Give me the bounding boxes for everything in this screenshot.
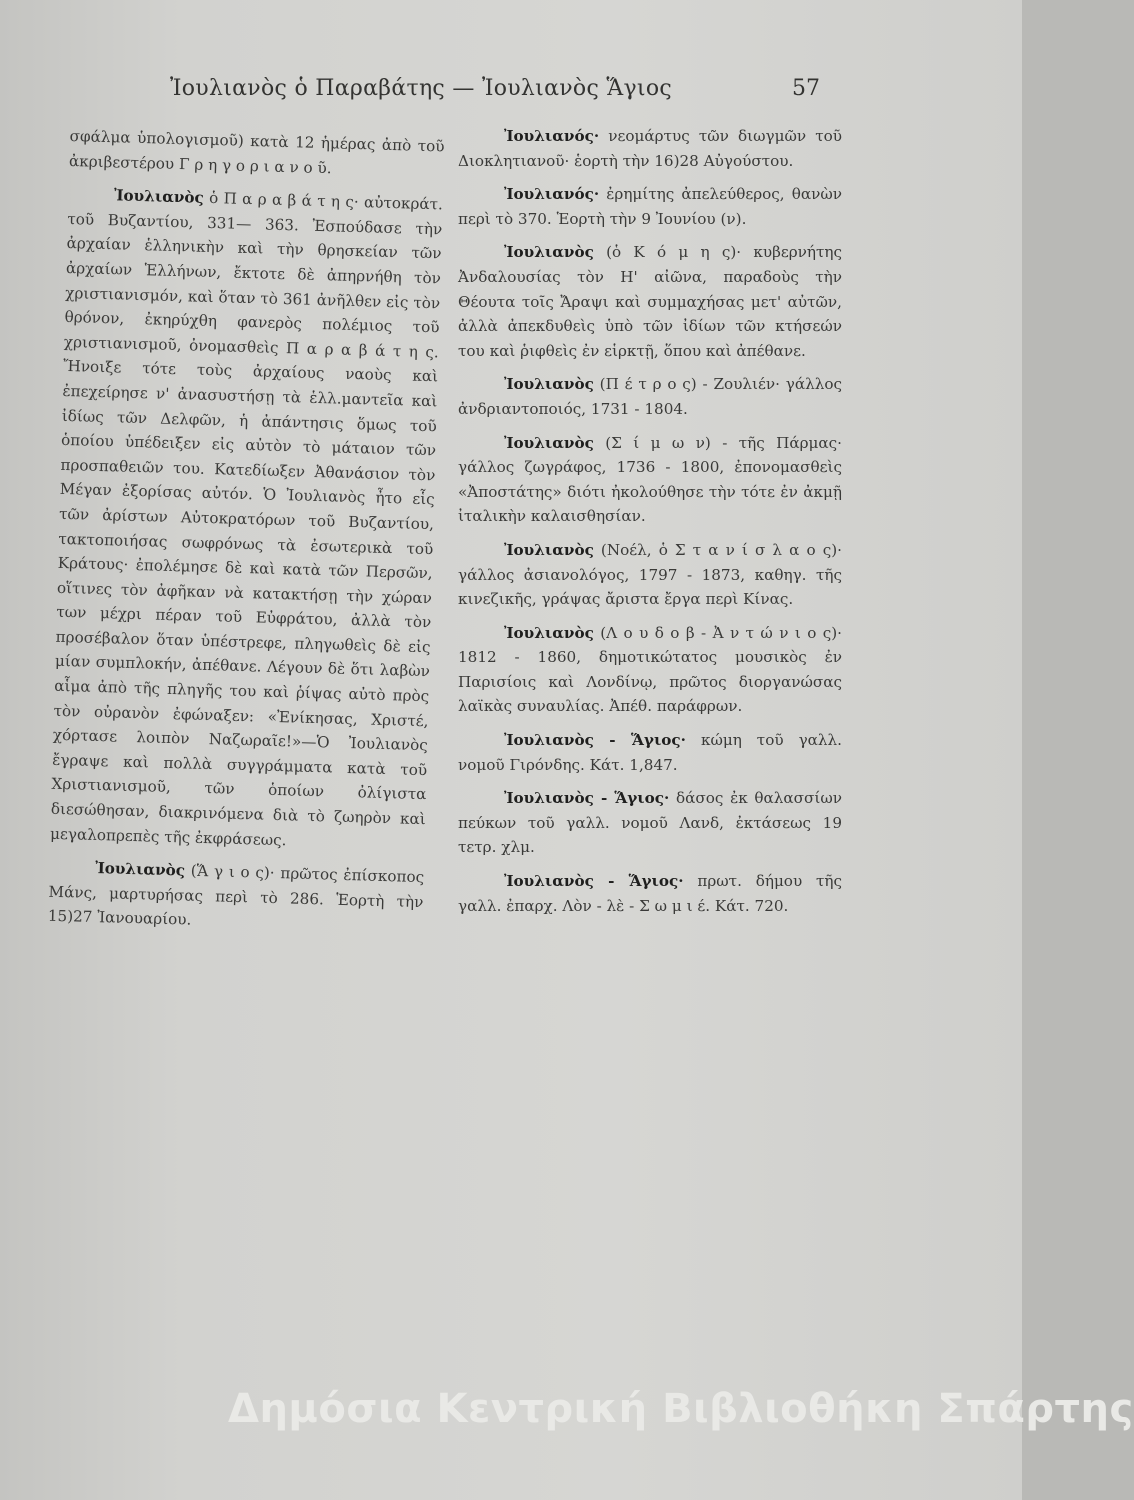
entry-headword: Ἰουλιανὸς - Ἅγιος· <box>504 872 684 891</box>
entry-text: (Π έ τ ρ ο ς) - Ζουλιέν· γάλλος ἀνδριαντοποιός, 1731 - 1804. <box>458 375 842 418</box>
left-column <box>47 124 445 948</box>
entry-saint-julien-forest <box>458 786 842 860</box>
library-watermark: Δημόσια Κεντρική Βιβλιοθήκη Σπάρτης <box>228 1386 1134 1432</box>
right-column <box>458 124 842 927</box>
entry-headword: Ἰουλιανὸς - Ἅγιος· <box>504 731 686 750</box>
entry-headword: Ἰουλιανὸς <box>94 859 186 880</box>
running-title: Ἰουλιανὸς ὁ Παραβάτης — Ἰουλιανὸς Ἅγιος <box>170 76 673 101</box>
entry-text: (ὁ Κ ό μ η ς)· κυβερνήτης Ἀνδαλουσίας τὸν Η' αἰῶνα, παραδοὺς τὴν Θέουτα τοῖς Ἄραψι καὶ συμμαχήσας μετ' αὐτῶν, ἀλλὰ ἀπεκδυθεὶς ὑπὸ τῶν ἰδίων τῶν κτήσεών του καὶ ῥιφθεὶς ἐν εἱρκτῇ, ὅπου καὶ ἀπέθανε. <box>458 243 842 360</box>
entry-text: (Σ ί μ ω ν) - τῆς Πάρμας· γάλλος ζωγράφος, 1736 - 1800, ἐπονομασθεὶς «Ἀποστάτης» διότι ἠκολούθησε τὴν τότε ἐν ἀκμῇ ἰταλικὴν καλαισθησίαν. <box>458 433 842 526</box>
entry-text: (Νοέλ, ὁ Σ τ α ν ί σ λ α ο ς)· γάλλος ἀσιανολόγος, 1797 - 1873, καθηγ. τῆς κινεζικῆς, γράψας ἄριστα ἔργα περὶ Κίνας. <box>458 540 842 609</box>
entry-text: νεομάρτυς τῶν διωγμῶν τοῦ Διοκλητιανοῦ· ἑορτὴ τὴν 16)28 Αὐγούστου. <box>458 127 842 170</box>
entry-headword: Ἰουλιανὸς <box>504 540 594 559</box>
entry-julian-apostate <box>50 182 443 856</box>
entry-julian-saint-bishop <box>48 855 425 939</box>
entry-text: ὁ Π α ρ α β ά τ η ς· αὐτοκράτ. τοῦ Βυζαντίου, 331— 363. Ἐσπούδασε τὴν ἀρχαίαν ἑλληνικὴν καὶ τὴν θρησκείαν τῶν ἀρχαίων Ἑλλήνων, ἔκτοτε δὲ ἀπηρνήθη τὸν χριστιανισμόν, καὶ ὅταν τὸ 361 ἀνῆλθεν εἰς τὸν θρόνον, ἐκηρύχθη φανερὸς πολέμιος τοῦ χριστιανισμοῦ, ὀνομασθεὶς Π α ρ α β ά τ η ς. Ἤνοιξε τότε τοὺς ἀρχαίους ναοὺς καὶ ἐπεχείρησε ν' ἀνασυστήσῃ τὰ ἑλλ.μαντεῖα καὶ ἰδίως τῶν Δελφῶν, ἡ ἀπάντησις ὅμως τοῦ ὁποίου ὑπέδειξεν εἰς αὐτὸν τὸ μάταιον τῶν προσπαθειῶν του. Κατεδίωξεν Ἀθανάσιον τὸν Μέγαν ἐξορίσας αὐτόν. Ὁ Ἰουλιανὸς ἦτο εἷς τῶν ἀρίστων Αὐτοκρατόρων τοῦ Βυζαντίου, τακτοποιήσας σωφρόνως τὰ ἐσωτερικὰ τοῦ Κράτους· ἐπολέμησε δὲ καὶ κατὰ τῶν Περσῶν, οἵτινες τὸν ἀφῆκαν νὰ κατακτήσῃ τὴν χώραν των μέχρι πέραν τοῦ Εὐφράτου, ἀλλὰ τὸν προσέβαλον ὅταν ὑπέστρεφε, πληγωθεὶς δὲ εἰς μίαν συμπλοκήν, ἀπέθανε. Λέγουν δὲ ὅτι λαβὼν αἷμα ἀπὸ τῆς πληγῆς του καὶ ῥίψας αὐτὸ πρὸς τὸν οὐρανὸν ἐφώναξεν: «Ἐνίκησας, Χριστέ, χόρτασε λοιπὸν Ναζωραῖε!»—Ὁ Ἰουλιανὸς ἔγραψε καὶ πολλὰ συγγράμματα κατὰ τοῦ Χριστιανισμοῦ, τῶν ὁποίων ὀλίγιστα διεσώθησαν, διακρινόμενα διὰ τὸ ζωηρὸν καὶ μεγαλοπρεπὲς τῆς ἐκφράσεως. <box>49 189 444 849</box>
entry-julian-louis <box>458 621 842 719</box>
entry-text: δάσος ἐκ θαλασσίων πεύκων τοῦ γαλλ. νομοῦ Λανδ, ἐκτάσεως 19 τετρ. χλμ. <box>458 789 842 857</box>
entry-headword: Ἰουλιανὸς <box>504 243 594 262</box>
entry-text: (Λ ο υ δ ο β - Ἀ ν τ ώ ν ι ο ς)· 1812 - 1860, δημοτικώτατος μουσικὸς ἐν Παρισίοις καὶ Λονδίνῳ, πρῶτος διοργανώσας λαϊκὰς συναυλίας. Ἀπέθ. παράφρων. <box>458 623 843 716</box>
entry-headword: Ἰουλιανὸς <box>113 186 205 207</box>
entry-julian-stanislas <box>458 538 842 612</box>
carryover-text: σφάλμα ὑπολογισμοῦ) κατὰ 12 ἡμέρας ἀπὸ τοῦ ἀκριβεστέρου Γ ρ η γ ο ρ ι α ν ο ῦ. <box>68 126 445 177</box>
entry-julian-hermit <box>458 182 842 231</box>
entry-headword: Ἰουλιανός· <box>504 185 600 204</box>
entry-julian-simon <box>458 431 842 529</box>
entry-text: ἐρημίτης ἀπελεύθερος, θανὼν περὶ τὸ 370. Ἑορτὴ τὴν 9 Ἰουνίου (ν). <box>458 185 842 228</box>
page-number: 57 <box>792 76 820 101</box>
entry-saint-julien-village <box>458 728 842 777</box>
entry-julian-neomartyr <box>458 124 842 173</box>
entry-headword: Ἰουλιανὸς <box>504 623 594 642</box>
entry-text: κώμη τοῦ γαλλ. νομοῦ Γιρόνδης. Κάτ. 1,847. <box>458 731 842 774</box>
entry-saint-julien-commune <box>458 869 842 918</box>
entry-headword: Ἰουλιανὸς - Ἅγιος· <box>504 789 670 808</box>
entry-headword: Ἰουλιανός· <box>504 127 600 145</box>
entry-headword: Ἰουλιανὸς <box>504 433 594 452</box>
running-header <box>170 76 820 110</box>
entry-headword: Ἰουλιανὸς <box>504 375 594 394</box>
entry-julian-count <box>458 240 842 363</box>
entry-text: πρωτ. δήμου τῆς γαλλ. ἐπαρχ. Λὸν - λὲ - Σ ω μ ι έ. Κάτ. 720. <box>458 872 842 915</box>
entry-text: (Ἅ γ ι ο ς)· πρῶτος ἐπίσκοπος Μάνς, μαρτυρήσας περὶ τὸ 286. Ἑορτὴ τὴν 15)27 Ἰανουαρίου. <box>47 861 425 930</box>
entry-julian-pierre <box>458 372 842 421</box>
